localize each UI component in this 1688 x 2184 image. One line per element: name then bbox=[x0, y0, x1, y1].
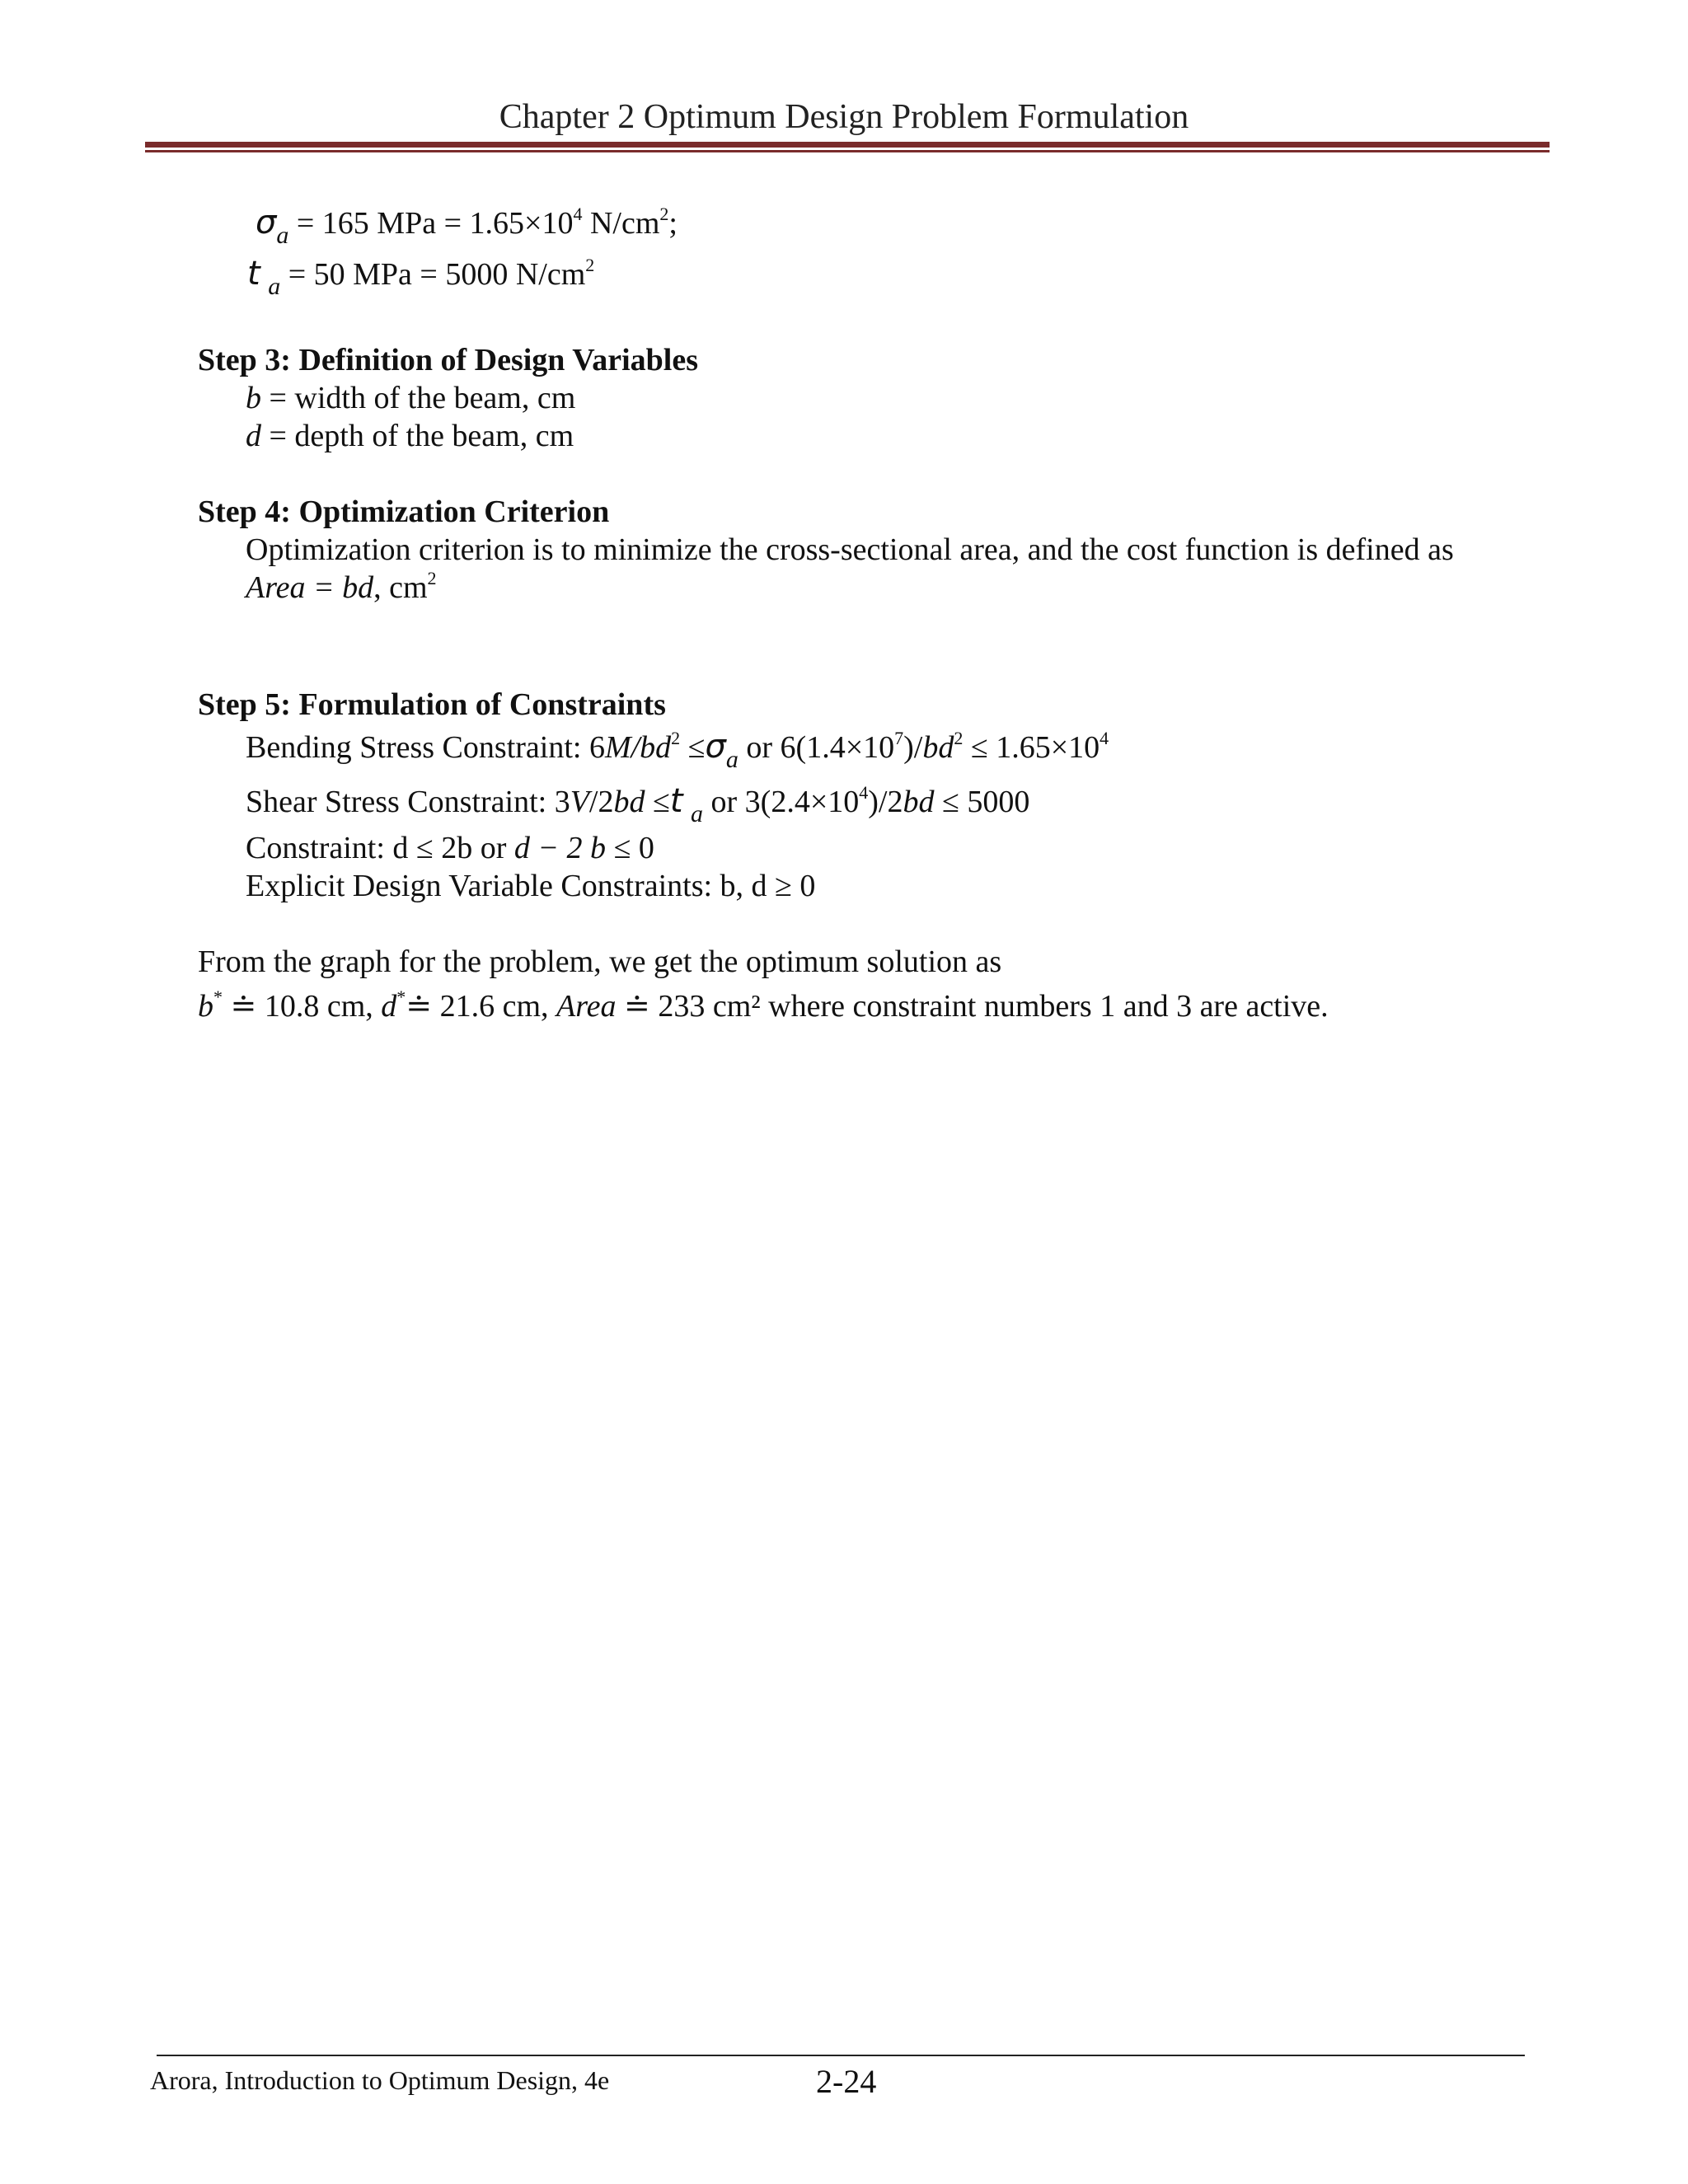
optimum-solution-line bbox=[198, 987, 1329, 1024]
sigma-symbol: σ bbox=[256, 204, 277, 241]
bending-sigma-symbol: σ bbox=[705, 728, 726, 766]
step5-heading: Step 5: Formulation of Constraints bbox=[198, 687, 666, 722]
tau-unit-exponent: 2 bbox=[585, 255, 595, 275]
sigma-subscript: a bbox=[276, 222, 289, 249]
shear-bd2: bd bbox=[903, 785, 935, 819]
shear-mid: /2 bbox=[588, 785, 614, 819]
footer-source: Arora, Introduction to Optimum Design, 4e bbox=[150, 2065, 610, 2095]
footer-rule bbox=[157, 2055, 1525, 2056]
bending-stress-constraint bbox=[246, 728, 1109, 773]
bending-or: or 6(1.4×10 bbox=[738, 730, 895, 765]
d-star-value: ≐ 21.6 cm, bbox=[406, 989, 557, 1024]
footer-page-number: 2-24 bbox=[816, 2063, 877, 2100]
bending-bd-exponent: 2 bbox=[671, 728, 681, 748]
step3-d-definition bbox=[246, 420, 574, 452]
sigma-value: = 165 MPa = 1.65×10 bbox=[288, 206, 574, 241]
header-rule-thick bbox=[145, 142, 1550, 148]
step3-heading: Step 3: Definition of Design Variables bbox=[198, 343, 698, 377]
depth-end: ≤ 0 bbox=[606, 831, 654, 865]
area-word: Area bbox=[556, 989, 617, 1024]
b-star-var: b bbox=[198, 989, 213, 1024]
d-star-var: d bbox=[381, 989, 397, 1024]
depth-constraint bbox=[246, 832, 654, 864]
bending-sigma-subscript: a bbox=[725, 746, 738, 773]
bending-end: ≤ 1.65×10 bbox=[963, 730, 1100, 765]
shear-v: V bbox=[570, 785, 589, 819]
bending-m-over-bd: M/bd bbox=[604, 730, 672, 765]
shear-tau-symbol: t bbox=[669, 782, 683, 820]
header-rule-thin bbox=[145, 150, 1550, 152]
area-unit-exponent: 2 bbox=[427, 568, 437, 588]
step4-heading: Step 4: Optimization Criterion bbox=[198, 494, 610, 529]
page-header-title: Chapter 2 Optimum Design Problem Formulation bbox=[499, 98, 1189, 136]
sigma-unit-exponent: 2 bbox=[659, 204, 669, 224]
sigma-unit: N/cm bbox=[582, 206, 660, 241]
shear-le: ≤ bbox=[645, 785, 670, 819]
d-variable: d bbox=[246, 419, 261, 453]
b-variable: b bbox=[246, 381, 261, 415]
shear-stress-constraint bbox=[246, 782, 1030, 827]
explicit-constraints: Explicit Design Variable Constraints: b, d ≥ 0 bbox=[246, 869, 816, 903]
sigma-end: ; bbox=[668, 206, 678, 241]
tau-subscript: a bbox=[268, 273, 281, 300]
shear-tau-subscript: a bbox=[691, 800, 704, 827]
d-description: = depth of the beam, cm bbox=[261, 419, 574, 453]
depth-text: Constraint: d ≤ 2b or bbox=[246, 831, 514, 865]
sigma-allowable-line bbox=[256, 204, 678, 249]
bending-end-exponent: 4 bbox=[1100, 728, 1109, 748]
tau-allowable-line bbox=[247, 255, 595, 300]
conclusion-intro: From the graph for the problem, we get the optimum solution as bbox=[198, 944, 1002, 979]
bending-label: Bending Stress Constraint: 6 bbox=[246, 730, 605, 765]
depth-expression: d − 2 b bbox=[513, 831, 607, 865]
step4-area-formula bbox=[246, 568, 437, 605]
step4-criterion-text: Optimization criterion is to minimize the cross-sectional area, and the cost function is defined as bbox=[246, 532, 1454, 567]
area-unit: , cm bbox=[373, 570, 428, 605]
area-value: ≐ 233 cm² where constraint numbers 1 and 3 are active. bbox=[616, 989, 1329, 1024]
bending-bd2-exponent: 2 bbox=[954, 728, 964, 748]
shear-end: ≤ 5000 bbox=[934, 785, 1030, 819]
bending-bd: bd bbox=[922, 730, 954, 765]
b-star-mark: * bbox=[213, 987, 223, 1007]
shear-or: or 3(2.4×10 bbox=[703, 785, 860, 819]
bending-exp-7: 7 bbox=[894, 728, 904, 748]
tau-value: = 50 MPa = 5000 N/cm bbox=[280, 257, 586, 292]
shear-mid2: )/2 bbox=[868, 785, 903, 819]
tau-symbol: t bbox=[247, 255, 260, 293]
shear-exp-4: 4 bbox=[859, 782, 869, 803]
sigma-exponent: 4 bbox=[573, 204, 583, 224]
area-formula: Area = bd bbox=[246, 570, 374, 605]
shear-bd: bd bbox=[613, 785, 645, 819]
bending-mid: )/ bbox=[903, 730, 923, 765]
step3-b-definition bbox=[246, 382, 575, 414]
b-description: = width of the beam, cm bbox=[261, 381, 576, 415]
bending-le: ≤ bbox=[680, 730, 706, 765]
shear-label: Shear Stress Constraint: 3 bbox=[246, 785, 570, 819]
d-star-mark: * bbox=[396, 987, 406, 1007]
b-star-value: ≐ 10.8 cm, bbox=[223, 989, 382, 1024]
